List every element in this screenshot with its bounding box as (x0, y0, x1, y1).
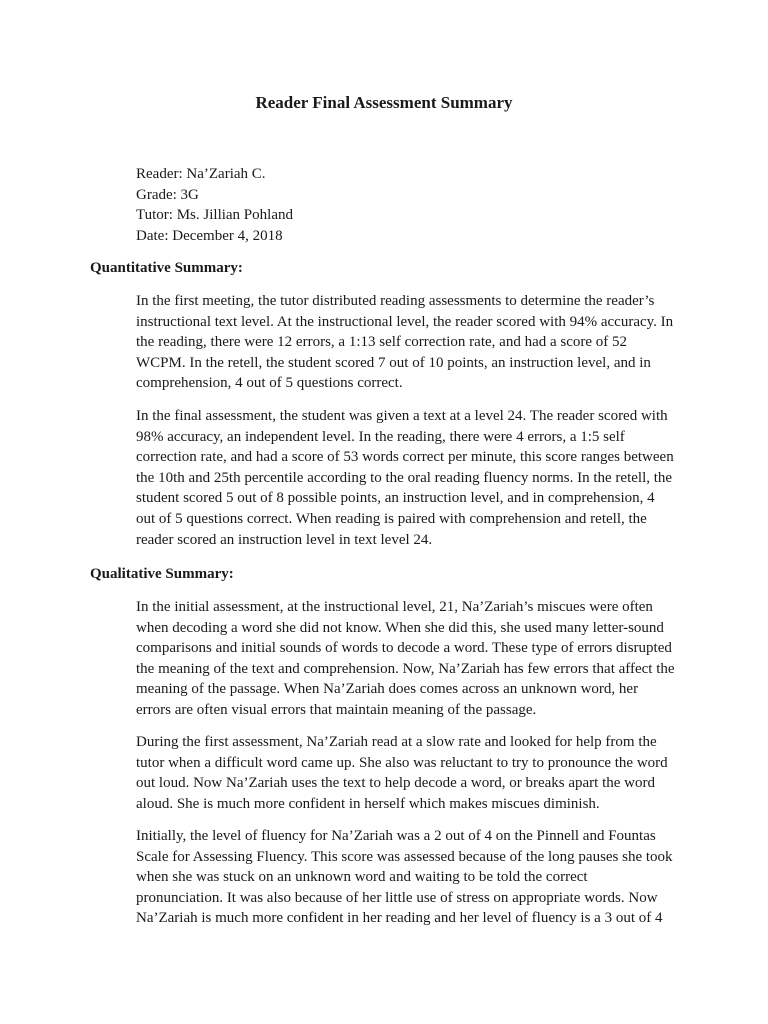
text-line: reader scored an instruction level in text level 24. (136, 531, 433, 548)
quantitative-heading: Quantitative Summary: (90, 260, 243, 276)
text-line: Scale for Assessing Fluency. This score was assessed because of the long pauses she took (136, 848, 673, 865)
reader-info-block (136, 164, 293, 246)
text-line: the 10th and 25th percentile according to the oral reading fluency norms. In the retell, the (136, 469, 673, 486)
quantitative-paragraph-2 (136, 406, 684, 550)
text-line: comparisons and initial sounds of words to decode a word. These type of errors disrupted (136, 640, 672, 657)
text-line: WCPM. In the retell, the student scored 7 out of 10 points, an instruction level, and in (136, 354, 651, 371)
document-title: Reader Final Assessment Summary (255, 93, 513, 112)
text-line: when decoding a word she did not know. When she did this, she used many letter-sound (136, 619, 664, 636)
reader-name: Reader: Na’Zariah C. (136, 166, 266, 182)
text-line: 98% accuracy, an independent level. In the reading, there were 4 errors, a 1:5 self (136, 428, 625, 445)
qualitative-paragraph-1 (136, 597, 684, 721)
text-line: meaning of the passage. When Na’Zariah does comes across an unknown word, her (136, 681, 639, 698)
text-line: instructional text level. At the instructional level, the reader scored with 94% accuracy. In (136, 313, 674, 330)
text-line: out of 5 questions correct. When reading is paired with comprehension and retell, the (136, 510, 647, 527)
text-line: Na’Zariah is much more confident in her reading and her level of fluency is a 3 out of 4 (136, 910, 663, 927)
text-line: the meaning of the text and comprehension. Now, Na’Zariah has few errors that affect the (136, 660, 675, 677)
text-line: Initially, the level of fluency for Na’Zariah was a 2 out of 4 on the Pinnell and Fountas (136, 828, 656, 844)
text-line: out loud. Now Na’Zariah uses the text to help decode a word, or breaks apart the word (136, 775, 656, 792)
text-line: In the first meeting, the tutor distributed reading assessments to determine the reader’s (136, 293, 655, 309)
text-line: tutor when a difficult word came up. She also was reluctant to try to pronounce the word (136, 754, 668, 771)
text-line: student scored 5 out of 8 possible points, an instruction level, and in comprehension, 4 (136, 490, 655, 507)
text-line: errors are often visual errors that maintain meaning of the passage. (136, 701, 537, 718)
text-line: the reading, there were 12 errors, a 1:13 self correction rate, and had a score of 52 (136, 334, 628, 351)
text-line: aloud. She is much more confident in herself which makes miscues diminish. (136, 795, 600, 812)
quantitative-paragraph-1 (136, 291, 684, 394)
text-line: In the initial assessment, at the instructional level, 21, Na’Zariah’s miscues were often (136, 599, 653, 615)
qualitative-paragraph-2 (136, 732, 684, 814)
text-line: In the final assessment, the student was given a text at a level 24. The reader scored with (136, 408, 668, 424)
text-line: pronunciation. It was also because of her little use of stress on appropriate words. Now (136, 889, 658, 906)
text-line: when she was stuck on an unknown word and waiting to be told the correct (136, 869, 588, 886)
tutor-name: Tutor: Ms. Jillian Pohland (136, 207, 293, 223)
assessment-date: Date: December 4, 2018 (136, 227, 283, 244)
text-line: During the first assessment, Na’Zariah read at a slow rate and looked for help from the (136, 734, 657, 750)
text-line: correction rate, and had a score of 53 words correct per minute, this score ranges between (136, 449, 674, 466)
text-line: comprehension, 4 out of 5 questions correct. (136, 375, 403, 392)
reader-grade: Grade: 3G (136, 186, 199, 203)
qualitative-paragraph-3 (136, 826, 684, 929)
qualitative-heading: Qualitative Summary: (90, 566, 234, 582)
